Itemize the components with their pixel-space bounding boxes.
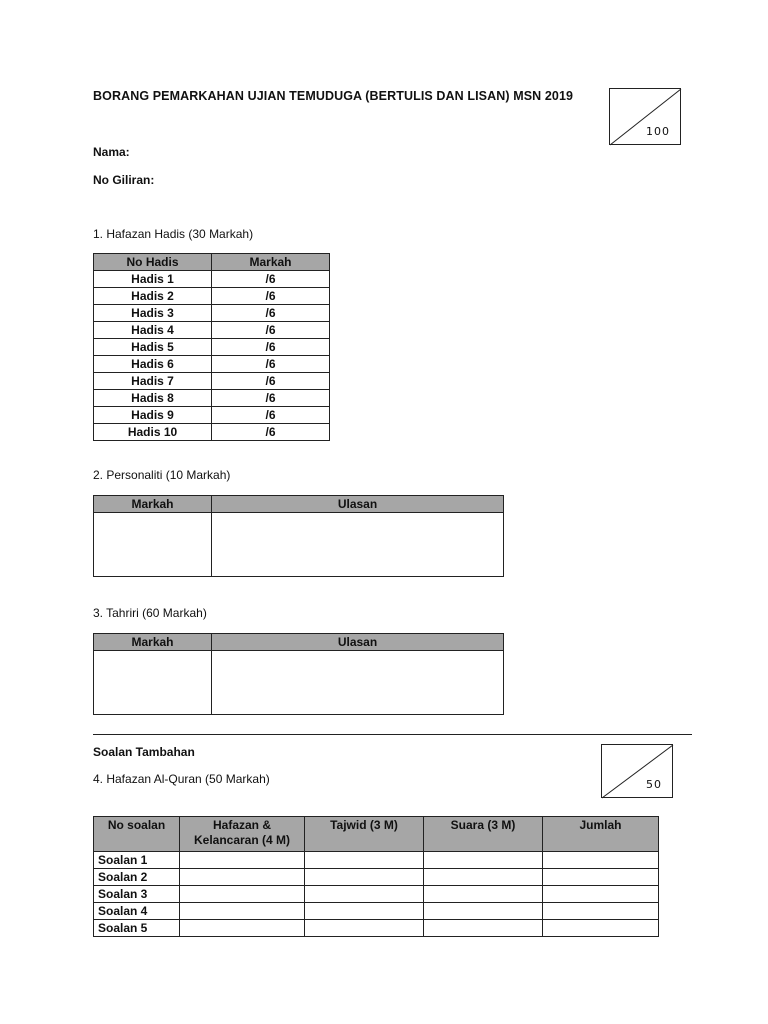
table-row [94, 288, 330, 305]
table-row [94, 407, 330, 424]
hadis-label: Hadis 1 [94, 271, 212, 288]
table-row [94, 869, 659, 886]
score-cell[interactable] [543, 903, 659, 920]
hadis-label: Hadis 8 [94, 390, 212, 407]
markah-cell[interactable]: /6 [212, 339, 330, 356]
score-cell[interactable] [543, 886, 659, 903]
table-header-row [94, 254, 330, 271]
score-cell[interactable] [180, 852, 305, 869]
score-cell[interactable] [305, 920, 424, 937]
hadis-label: Hadis 2 [94, 288, 212, 305]
score-cell[interactable] [305, 903, 424, 920]
table-row [94, 305, 330, 322]
section2-heading: 2. Personaliti (10 Markah) [93, 468, 231, 482]
page-title: BORANG PEMARKAHAN UJIAN TEMUDUGA (BERTULIS DAN LISAN) MSN 2019 [93, 89, 574, 103]
table-row [94, 903, 659, 920]
section4-heading: 4. Hafazan Al-Quran (50 Markah) [93, 772, 270, 786]
markah-cell[interactable]: /6 [212, 424, 330, 441]
table-row [94, 920, 659, 937]
score-cell[interactable] [424, 903, 543, 920]
score-cell[interactable] [424, 886, 543, 903]
soalan-label: Soalan 3 [94, 886, 180, 903]
score-cell[interactable] [180, 869, 305, 886]
table-row [94, 424, 330, 441]
score-cell[interactable] [180, 903, 305, 920]
hadis-label: Hadis 4 [94, 322, 212, 339]
hadis-label: Hadis 6 [94, 356, 212, 373]
soalan-label: Soalan 2 [94, 869, 180, 886]
markah-cell[interactable] [94, 651, 212, 715]
column-header: Ulasan [212, 496, 504, 513]
ulasan-cell[interactable] [212, 513, 504, 577]
total-score: 100 [646, 125, 670, 138]
score-cell[interactable] [424, 920, 543, 937]
table-row [94, 852, 659, 869]
hadis-label: Hadis 7 [94, 373, 212, 390]
total-score-box [609, 88, 681, 145]
score-cell[interactable] [180, 920, 305, 937]
divider [93, 734, 692, 735]
score-cell[interactable] [305, 869, 424, 886]
table-header-row [94, 634, 504, 651]
hadis-label: Hadis 9 [94, 407, 212, 424]
name-label: Nama: [93, 145, 130, 159]
column-header: Markah [94, 496, 212, 513]
hadis-table [93, 253, 330, 441]
table-row [94, 322, 330, 339]
additional-score-box [601, 744, 673, 798]
markah-cell[interactable]: /6 [212, 373, 330, 390]
table-row [94, 271, 330, 288]
score-cell[interactable] [424, 852, 543, 869]
markah-cell[interactable]: /6 [212, 288, 330, 305]
score-cell[interactable] [424, 869, 543, 886]
table-row [94, 390, 330, 407]
markah-cell[interactable] [94, 513, 212, 577]
column-header: No Hadis [94, 254, 212, 271]
hadis-label: Hadis 5 [94, 339, 212, 356]
markah-cell[interactable]: /6 [212, 305, 330, 322]
additional-score: 50 [646, 778, 662, 791]
personaliti-table [93, 495, 504, 577]
soalan-label: Soalan 1 [94, 852, 180, 869]
tahriri-table [93, 633, 504, 715]
column-header: Markah [212, 254, 330, 271]
table-row [94, 513, 504, 577]
markah-cell[interactable]: /6 [212, 271, 330, 288]
table-header-row [94, 817, 659, 852]
table-header-row [94, 496, 504, 513]
markah-cell[interactable]: /6 [212, 407, 330, 424]
score-cell[interactable] [543, 869, 659, 886]
table-row [94, 651, 504, 715]
score-cell[interactable] [180, 886, 305, 903]
column-header: Ulasan [212, 634, 504, 651]
diagonal-line [602, 745, 674, 799]
score-cell[interactable] [543, 852, 659, 869]
no-giliran-label: No Giliran: [93, 173, 155, 187]
quran-table [93, 816, 659, 937]
score-cell[interactable] [305, 886, 424, 903]
score-cell[interactable] [543, 920, 659, 937]
table-row [94, 373, 330, 390]
soalan-tambahan-heading: Soalan Tambahan [93, 745, 195, 759]
table-row [94, 356, 330, 373]
column-header: No soalan [94, 817, 180, 852]
section3-heading: 3. Tahriri (60 Markah) [93, 606, 207, 620]
column-header: Suara (3 M) [424, 817, 543, 852]
column-header: Markah [94, 634, 212, 651]
table-row [94, 886, 659, 903]
soalan-label: Soalan 5 [94, 920, 180, 937]
column-header: Tajwid (3 M) [305, 817, 424, 852]
ulasan-cell[interactable] [212, 651, 504, 715]
table-row [94, 339, 330, 356]
column-header: Jumlah [543, 817, 659, 852]
column-header: Hafazan & Kelancaran (4 M) [180, 817, 305, 852]
score-cell[interactable] [305, 852, 424, 869]
hadis-label: Hadis 10 [94, 424, 212, 441]
markah-cell[interactable]: /6 [212, 356, 330, 373]
section1-heading: 1. Hafazan Hadis (30 Markah) [93, 227, 254, 241]
hadis-label: Hadis 3 [94, 305, 212, 322]
markah-cell[interactable]: /6 [212, 322, 330, 339]
markah-cell[interactable]: /6 [212, 390, 330, 407]
soalan-label: Soalan 4 [94, 903, 180, 920]
